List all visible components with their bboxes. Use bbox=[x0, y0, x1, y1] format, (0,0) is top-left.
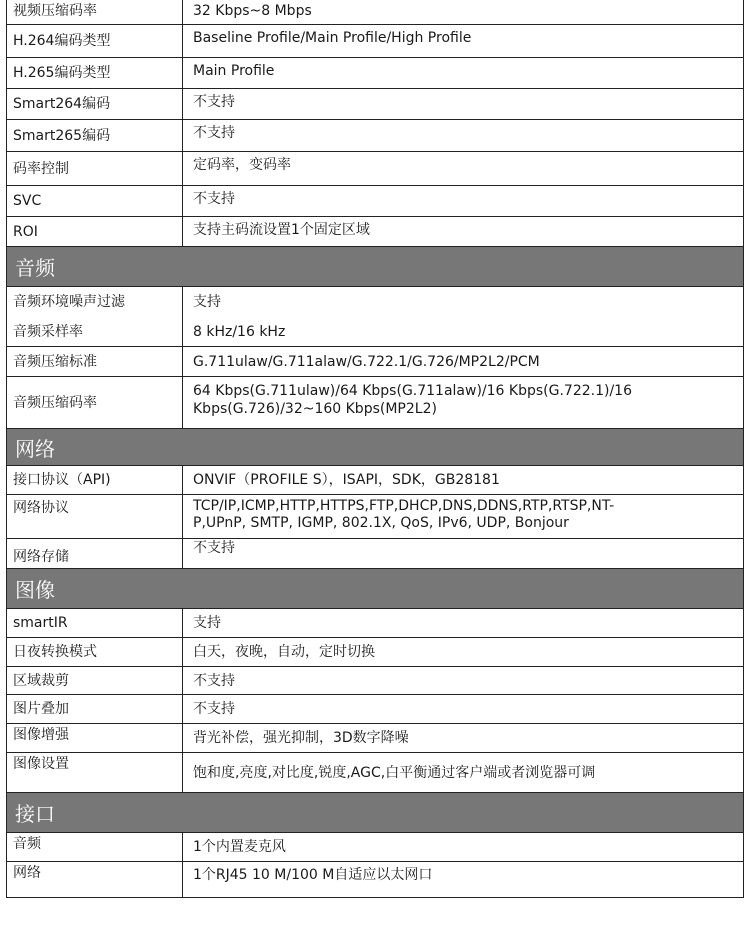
table-row bbox=[6, 539, 744, 569]
spec-value: 支持主码流设置1个固定区域 bbox=[193, 222, 370, 238]
table-row bbox=[6, 217, 744, 247]
table-row bbox=[6, 0, 744, 25]
spec-label: 音频 bbox=[7, 833, 183, 861]
spec-label: 音频压缩码率 bbox=[7, 377, 183, 428]
spec-value: 不支持 bbox=[193, 701, 235, 717]
spec-label: 接口协议（API) bbox=[7, 466, 183, 494]
section-header-image: 图像 bbox=[6, 569, 744, 609]
spec-label: 码率控制 bbox=[7, 152, 183, 185]
spec-label: 图像设置 bbox=[7, 753, 183, 792]
spec-value: 1个内置麦克风 bbox=[193, 839, 286, 855]
spec-label: ROI bbox=[7, 217, 183, 246]
spec-value-line: Kbps(G.726)/32~160 Kbps(MP2L2) bbox=[193, 401, 437, 417]
spec-value bbox=[183, 377, 743, 428]
spec-label: 网络 bbox=[7, 862, 183, 897]
spec-label: 音频压缩标准 bbox=[7, 347, 183, 376]
spec-label: H.264编码类型 bbox=[7, 25, 183, 57]
spec-label: Smart265编码 bbox=[7, 120, 183, 151]
section-header-interface: 接口 bbox=[6, 793, 744, 833]
spec-value-line: TCP/IP,ICMP,HTTP,HTTPS,FTP,DHCP,DNS,DDNS,RTP,RTSP,NT- bbox=[193, 498, 615, 514]
table-row bbox=[6, 753, 744, 793]
section-header-audio: 音频 bbox=[6, 247, 744, 287]
table-row bbox=[6, 377, 744, 429]
spec-value: G.711ulaw/G.711alaw/G.722.1/G.726/MP2L2/PCM bbox=[193, 353, 540, 370]
spec-value: Baseline Profile/Main Profile/High Profile bbox=[193, 30, 472, 46]
spec-label: 日夜转换模式 bbox=[7, 638, 183, 666]
spec-label: 网络协议 bbox=[7, 495, 183, 538]
table-row bbox=[6, 833, 744, 862]
spec-value: 不支持 bbox=[193, 125, 235, 141]
spec-label: 图像增强 bbox=[7, 724, 183, 752]
spec-value: 不支持 bbox=[193, 672, 235, 689]
table-row bbox=[6, 667, 744, 695]
spec-value: 背光补偿，强光抑制，3D数字降噪 bbox=[193, 730, 409, 746]
spec-value: 白天，夜晚，自动，定时切换 bbox=[193, 644, 375, 660]
table-row bbox=[6, 25, 744, 58]
spec-value: 支持 bbox=[193, 615, 221, 631]
spec-value: Main Profile bbox=[193, 63, 275, 79]
spec-value: 8 kHz/16 kHz bbox=[193, 323, 286, 340]
spec-value: 不支持 bbox=[193, 540, 235, 556]
spec-label: SVC bbox=[7, 186, 183, 216]
table-row bbox=[6, 152, 744, 186]
spec-value: 饱和度,亮度,对比度,锐度,AGC,白平衡通过客户端或者浏览器可调 bbox=[193, 764, 596, 781]
section-header-network: 网络 bbox=[6, 429, 744, 466]
spec-label: Smart264编码 bbox=[7, 89, 183, 119]
spec-label: 音频环境噪声过滤 bbox=[7, 287, 183, 317]
table-row bbox=[6, 609, 744, 638]
spec-value-line: 64 Kbps(G.711ulaw)/64 Kbps(G.711alaw)/16 Kbps(G.722.1)/16 bbox=[193, 383, 632, 399]
table-row bbox=[6, 495, 744, 539]
spec-label: 网络存储 bbox=[7, 539, 183, 568]
table-row bbox=[6, 862, 744, 898]
spec-value: ONVIF（PROFILE S），ISAPI，SDK，GB28181 bbox=[193, 472, 500, 488]
table-row bbox=[6, 89, 744, 120]
spec-label: smartIR bbox=[7, 609, 183, 637]
spec-value-line: P,UPnP, SMTP, IGMP, 802.1X, QoS, IPv6, UDP, Bonjour bbox=[193, 515, 569, 531]
spec-label: H.265编码类型 bbox=[7, 58, 183, 88]
spec-label: 音频采样率 bbox=[7, 317, 183, 346]
spec-table bbox=[6, 0, 744, 898]
spec-value: 32 Kbps~8 Mbps bbox=[193, 3, 312, 19]
spec-value: 定码率，变码率 bbox=[193, 157, 291, 173]
table-row bbox=[6, 186, 744, 217]
spec-label: 区域裁剪 bbox=[7, 667, 183, 694]
spec-value: 不支持 bbox=[193, 94, 235, 110]
table-row bbox=[6, 317, 744, 347]
table-row bbox=[6, 724, 744, 753]
table-row bbox=[6, 466, 744, 495]
spec-value: 不支持 bbox=[193, 191, 235, 207]
spec-value: 支持 bbox=[193, 294, 221, 310]
spec-label: 视频压缩码率 bbox=[7, 0, 183, 24]
table-row bbox=[6, 58, 744, 89]
spec-value bbox=[183, 495, 743, 538]
table-row bbox=[6, 120, 744, 152]
table-row bbox=[6, 695, 744, 724]
table-row bbox=[6, 638, 744, 667]
spec-value: 1个RJ45 10 M/100 M自适应以太网口 bbox=[193, 867, 433, 883]
spec-label: 图片叠加 bbox=[7, 695, 183, 723]
table-row bbox=[6, 347, 744, 377]
table-row bbox=[6, 287, 744, 317]
